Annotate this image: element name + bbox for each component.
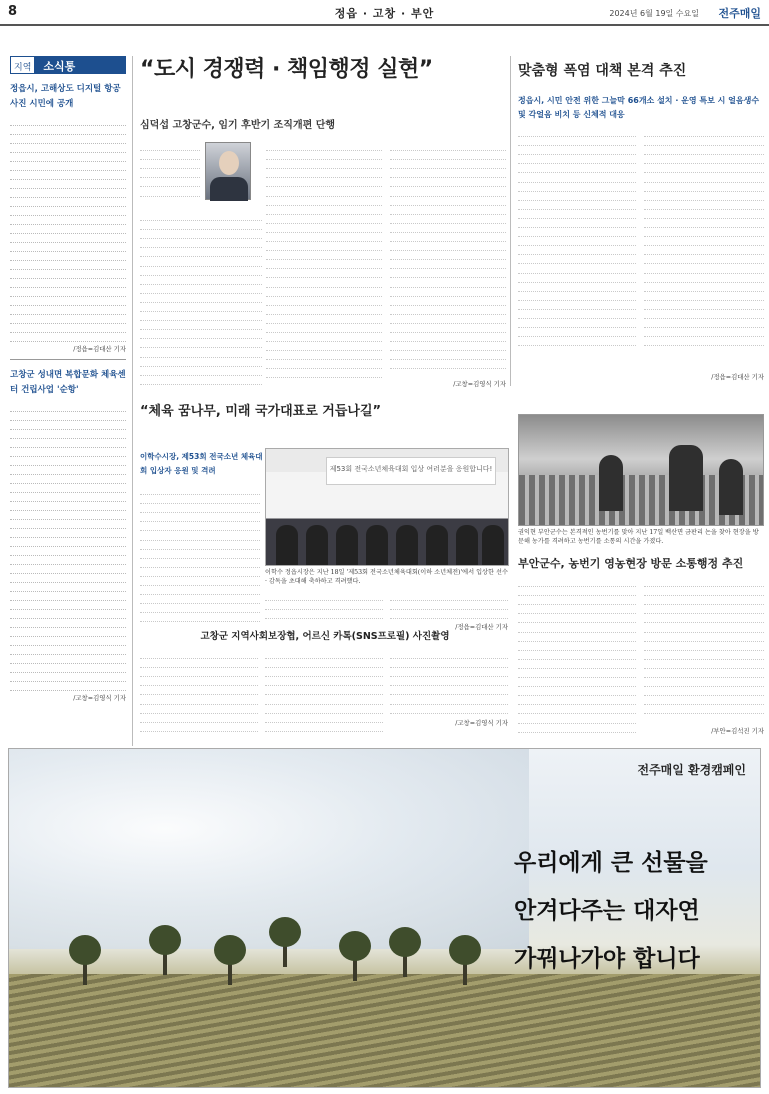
column-divider: [510, 56, 511, 386]
story3-body-col2: [265, 650, 383, 732]
brief-body-2: [10, 403, 126, 691]
story2-headline: “체육 꿈나무, 미래 국가대표로 거듭나길”: [140, 404, 382, 419]
buan-body-col2: [644, 578, 764, 714]
ad-copy-line: 우리에게 큰 선물을: [514, 850, 708, 876]
page-number: 8: [8, 4, 18, 19]
photo-banner: 제53회 전국소년체육대회 입상 여러분을 응원합니다!: [326, 457, 496, 485]
buan-byline: /부안=김석진 기자: [711, 727, 764, 735]
main-body-col2: [266, 142, 382, 378]
regional-tag-title: 소식통: [35, 56, 126, 73]
right-headline: 맞춤형 폭염 대책 본격 추진: [518, 63, 687, 79]
regional-tag-label: 지역: [10, 56, 35, 73]
right-subheadline: 정읍시, 시민 안전 위한 그늘막 66개소 설치 · 운영 특보 시 얼음생수 및 각얼음 비치 등 신체적 대응: [518, 96, 760, 119]
ad-copy: [514, 839, 761, 983]
main-body-col3: [390, 142, 506, 369]
story2-byline: /정읍=김대산 기자: [455, 623, 508, 631]
story2-subheadline: 이학수시장, 제53회 전국소년 체육대회 입상자 응원 및 격려: [140, 452, 263, 475]
brief-headline-2: 고창군 성내면 복합문화 체육센터 건립사업 '순항': [10, 370, 126, 395]
brief-byline-2: /고창=김영식 기자: [73, 694, 126, 702]
issue-date: 2024년 6월 19일 수요일: [609, 9, 699, 18]
right-body-col1: [518, 128, 636, 346]
buan-headline: 부안군수, 농번기 영농현장 방문 소통행정 추진: [518, 557, 744, 570]
right-byline: /정읍=김대산 기자: [711, 373, 764, 381]
farm-visit-photo: [518, 414, 764, 526]
story2-body-col2: [265, 592, 383, 619]
environment-campaign-ad: [8, 748, 761, 1088]
story3-headline: 고창군 지역사회보장협, 어르신 카톡(SNS프로필) 사진촬영: [200, 631, 450, 642]
story3-body-col1: [140, 650, 258, 732]
main-body-col1a: [140, 142, 200, 197]
story2-caption: 이학수 정읍시장은 지난 18일 '제53회 전국소년체육대회(이하 소년체전)'에서 입상한 선수 · 감독을 초대해 축하하고 격려했다.: [265, 569, 508, 585]
buan-body-col1: [518, 578, 636, 733]
main-subheadline: 심덕섭 고창군수, 임기 후반기 조직개편 단행: [140, 120, 336, 131]
story3-body-col3: [390, 650, 508, 714]
column-divider: [132, 56, 133, 746]
main-body-col1b: [140, 212, 262, 385]
farm-photo-caption: 권익현 부안군수는 본격적인 농번기를 맞아 지난 17일 백산면 금판리 논을 찾아 현장을 방문해 농가를 격려하고 농번기를 소통의 시간을 가졌다.: [518, 529, 759, 545]
brief-headline-1: 정읍시, 고해상도 디지털 항공사진 시민에 공개: [10, 84, 121, 109]
story2-body-col3: [390, 592, 508, 619]
story2-body-col1: [140, 486, 260, 622]
paper-name: 전주매일: [718, 7, 761, 20]
main-byline: /고창=김영식 기자: [453, 380, 506, 388]
brief-byline-1: /정읍=김대산 기자: [73, 345, 126, 353]
ad-brand: 전주매일 환경캠페인: [637, 763, 746, 777]
right-body-col2: [644, 128, 764, 346]
portrait-photo: [205, 142, 251, 200]
regional-tag: [10, 56, 126, 74]
award-ceremony-photo: [265, 448, 509, 566]
story3-byline: /고창=김영식 기자: [455, 719, 508, 727]
brief-body-1: [10, 117, 126, 342]
regional-news-column: [10, 56, 126, 746]
masthead: [0, 0, 769, 26]
ad-copy-line: 가꿔나가야 합니다: [514, 946, 700, 972]
divider: [10, 359, 126, 360]
main-headline: “도시 경쟁력 · 책임행정 실현”: [140, 57, 433, 82]
ad-copy-line: 안겨다주는 대자연: [514, 898, 700, 924]
section-title: 정읍 · 고창 · 부안: [334, 7, 435, 20]
